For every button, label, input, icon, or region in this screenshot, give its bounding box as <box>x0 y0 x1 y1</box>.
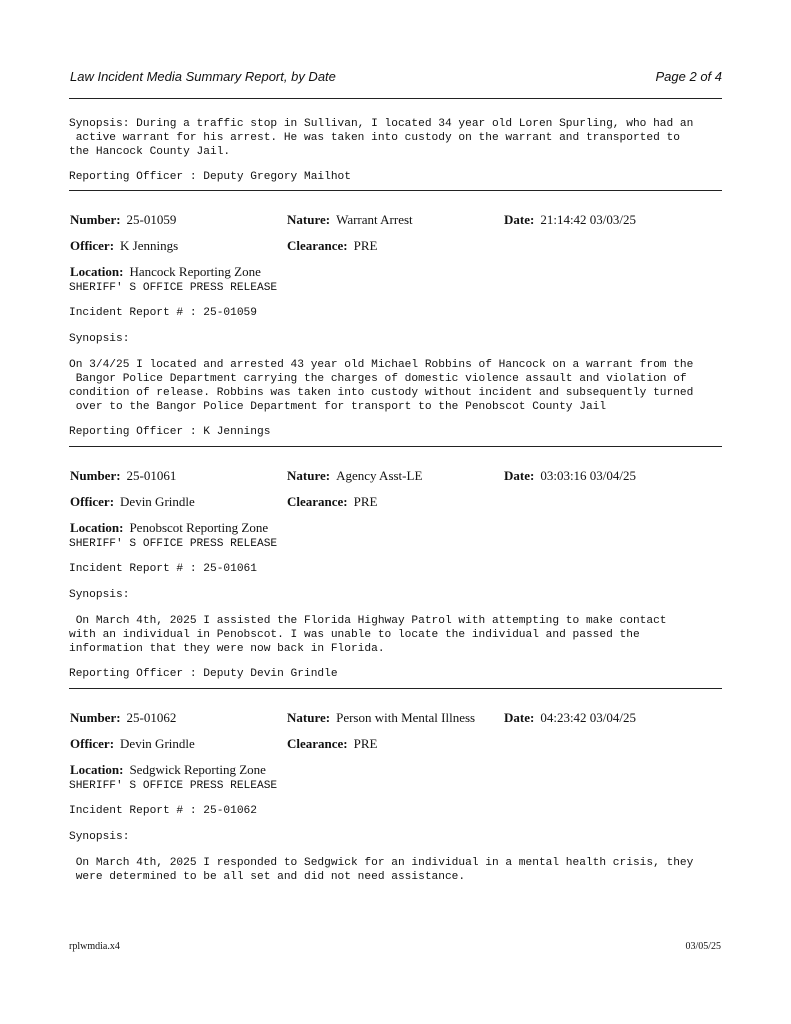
synopsis-text: On March 4th, 2025 I assisted the Florida Highway Patrol with attempting to make contact with an individual in Penobscot. I was unable to locate the individual and passed the information that they were now back in Florida. <box>69 615 667 655</box>
clearance-label: Clearance: <box>287 238 348 253</box>
officer-value: Devin Grindle <box>120 494 195 509</box>
date-value: 04:23:42 03/04/25 <box>540 710 637 725</box>
nature-value: Warrant Arrest <box>336 212 413 227</box>
incident-location <box>70 520 268 536</box>
incident-date <box>504 710 636 726</box>
clearance-label: Clearance: <box>287 494 348 509</box>
report-title: Law Incident Media Summary Report, by Date <box>70 69 336 84</box>
incident-report-number: Incident Report # : 25-01061 <box>69 563 257 575</box>
reporting-officer: Reporting Officer : K Jennings <box>69 426 271 438</box>
page-number: Page 2 of 4 <box>655 69 722 84</box>
synopsis-label: Synopsis: <box>69 831 130 843</box>
nature-label: Nature: <box>287 212 331 227</box>
nature-label: Nature: <box>287 710 331 725</box>
synopsis-label: Synopsis: <box>69 589 130 601</box>
reporting-officer: Reporting Officer : Deputy Devin Grindle <box>69 668 338 680</box>
incident-clearance <box>287 238 377 254</box>
clearance-label: Clearance: <box>287 736 348 751</box>
incident-report-number: Incident Report # : 25-01059 <box>69 307 257 319</box>
clearance-value: PRE <box>353 238 378 253</box>
officer-value: K Jennings <box>120 238 179 253</box>
incident-clearance <box>287 736 377 752</box>
number-label: Number: <box>70 710 121 725</box>
incident-nature <box>287 468 422 484</box>
date-label: Date: <box>504 468 535 483</box>
incident-location <box>70 762 266 778</box>
officer-label: Officer: <box>70 736 115 751</box>
location-value: Hancock Reporting Zone <box>129 264 261 279</box>
officer-value: Devin Grindle <box>120 736 195 751</box>
nature-label: Nature: <box>287 468 331 483</box>
prev-synopsis: Synopsis: During a traffic stop in Sullivan, I located 34 year old Loren Spurling, who had an active warrant for his arrest. He was taken into custody on the warrant and transported to the Hancock County Jail. <box>69 118 694 158</box>
nature-value: Person with Mental Illness <box>336 710 476 725</box>
incident-number <box>70 468 176 484</box>
number-label: Number: <box>70 212 121 227</box>
number-label: Number: <box>70 468 121 483</box>
location-label: Location: <box>70 264 124 279</box>
synopsis-text: On 3/4/25 I located and arrested 43 year old Michael Robbins of Hancock on a warrant from the Bangor Police Department carrying the charges of domestic violence assault and violation of condition of release. Robbins was taken into custody without incident and subsequently turned over to the Bangor Police Department for transport to the Penobscot County Jail <box>69 359 694 413</box>
incident-clearance <box>287 494 377 510</box>
date-label: Date: <box>504 710 535 725</box>
prev-reporting-officer: Reporting Officer : Deputy Gregory Mailhot <box>69 171 351 183</box>
press-release: SHERIFF' S OFFICE PRESS RELEASE <box>69 282 278 294</box>
incident-date <box>504 468 636 484</box>
synopsis-label: Synopsis: <box>69 333 130 345</box>
location-value: Penobscot Reporting Zone <box>129 520 269 535</box>
press-release: SHERIFF' S OFFICE PRESS RELEASE <box>69 780 278 792</box>
officer-label: Officer: <box>70 494 115 509</box>
location-label: Location: <box>70 520 124 535</box>
incident-nature <box>287 212 413 228</box>
incident-date <box>504 212 636 228</box>
incident-report-number: Incident Report # : 25-01062 <box>69 805 257 817</box>
entry-divider <box>69 446 722 447</box>
entry-divider <box>69 190 722 191</box>
incident-officer <box>70 494 195 510</box>
number-value: 25-01062 <box>126 710 177 725</box>
entry-divider <box>69 688 722 689</box>
press-release: SHERIFF' S OFFICE PRESS RELEASE <box>69 538 278 550</box>
page-header <box>70 69 722 87</box>
incident-officer <box>70 238 178 254</box>
clearance-value: PRE <box>353 494 378 509</box>
incident-officer <box>70 736 195 752</box>
nature-value: Agency Asst-LE <box>336 468 423 483</box>
incident-nature <box>287 710 475 726</box>
clearance-value: PRE <box>353 736 378 751</box>
synopsis-text: On March 4th, 2025 I responded to Sedgwick for an individual in a mental health crisis, they were determined to be all set and did not need assistance. <box>75 857 694 883</box>
location-label: Location: <box>70 762 124 777</box>
footer-report-id: rplwmdia.x4 <box>69 941 120 952</box>
officer-label: Officer: <box>70 238 115 253</box>
header-divider <box>69 98 722 99</box>
location-value: Sedgwick Reporting Zone <box>129 762 266 777</box>
number-value: 25-01061 <box>126 468 177 483</box>
number-value: 25-01059 <box>126 212 177 227</box>
date-value: 03:03:16 03/04/25 <box>540 468 637 483</box>
footer-date: 03/05/25 <box>685 941 721 952</box>
incident-number <box>70 710 176 726</box>
date-value: 21:14:42 03/03/25 <box>540 212 637 227</box>
incident-number <box>70 212 176 228</box>
date-label: Date: <box>504 212 535 227</box>
incident-location <box>70 264 261 280</box>
